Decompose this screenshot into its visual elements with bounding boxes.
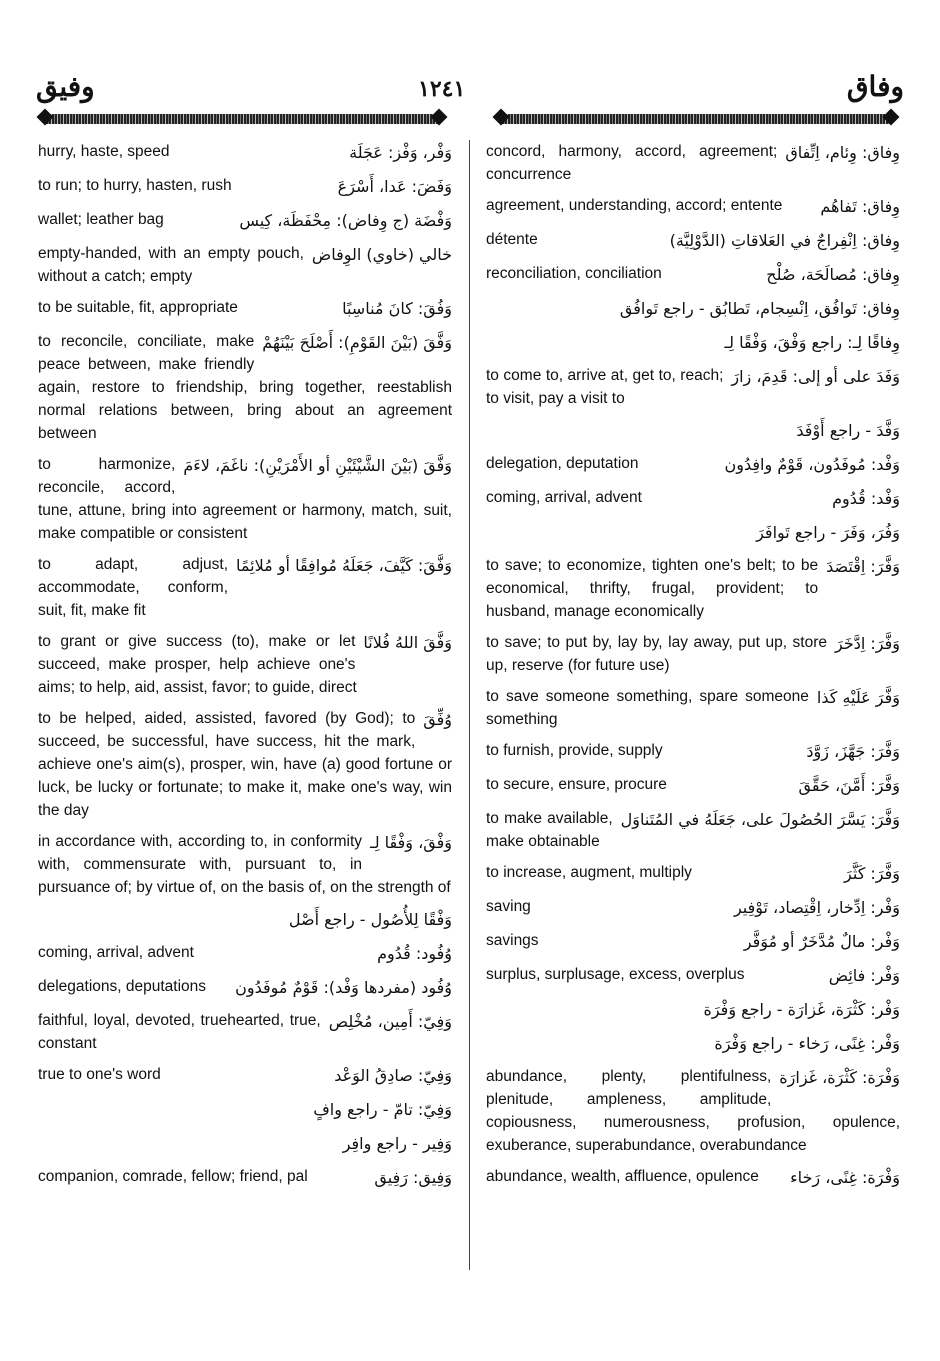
arabic-headword: وُفِّقَ — [423, 710, 452, 729]
arabic-headword: وَفْر، وَفْز: عَجَلَة — [349, 143, 452, 162]
arabic-headword: وَفْر: غِنًى، رَخاء - راجع وَفْرَة — [714, 1034, 900, 1053]
dictionary-entry — [486, 140, 900, 186]
english-definition: companion, comrade, fellow; friend, pal — [38, 1168, 308, 1185]
arabic-headword: وَفْرَة: غِنًى، رَخاء — [790, 1168, 900, 1187]
dictionary-entry — [38, 1097, 452, 1123]
dictionary-entry — [38, 1009, 452, 1055]
dictionary-entry — [486, 554, 900, 623]
english-definition: faithful, loyal, devoted, truehearted, true, constant — [38, 1012, 321, 1052]
dictionary-entry — [486, 262, 900, 288]
dictionary-entry — [486, 773, 900, 799]
english-definition: savings — [486, 932, 539, 949]
arabic-headword: وَفَدَ على أو إلى: قَدِمَ، زارَ — [731, 367, 900, 386]
arabic-headword: وِفاق: اِنْفِراجٌ في العَلاقاتِ (الدَّوْلِيَّة) — [669, 231, 900, 250]
arabic-headword: وُفُود: قُدُوم — [377, 944, 452, 963]
dictionary-entry — [38, 907, 452, 933]
english-definition: concord, harmony, accord, agreement; concurrence — [486, 143, 778, 183]
arabic-headword: وَفَّرَ: يَسَّرَ الحُصُولَ على، جَعَلَهُ في المُتَناوَل — [620, 810, 900, 829]
dictionary-entry — [486, 364, 900, 410]
arabic-headword: وَفَّرَ: اِدَّخَرَ — [835, 634, 900, 653]
english-definition: coming, arrival, advent — [38, 944, 194, 961]
english-definition: empty-handed, with an empty pouch, without a catch; empty — [38, 245, 304, 285]
english-definition: to run; to hurry, hasten, rush — [38, 177, 232, 194]
english-definition: saving — [486, 898, 531, 915]
dictionary-entry — [486, 631, 900, 677]
right-column — [486, 140, 900, 1199]
english-definition: abundance, wealth, affluence, opulence — [486, 1168, 759, 1185]
arabic-headword: وَفَّرَ: اِقْتَصَدَ — [826, 557, 900, 576]
english-definition: in accordance with, according to, in conformity with, commensurate with, pursuant to, in pursuance of; by virtue of, on the basis of, on the strength of — [38, 833, 451, 896]
dictionary-entry — [38, 553, 452, 622]
dictionary-entry — [486, 1065, 900, 1157]
english-definition: hurry, haste, speed — [38, 143, 170, 160]
dictionary-entry — [486, 452, 900, 478]
dictionary-entry — [38, 1131, 452, 1157]
dictionary-entry — [38, 242, 452, 288]
english-definition: agreement, understanding, accord; entente — [486, 197, 783, 214]
arabic-headword: وِفاق: وِئام، اِتِّفاق — [785, 143, 900, 162]
dictionary-entry — [486, 194, 900, 220]
dictionary-entry — [486, 963, 900, 989]
arabic-headword: وَفِير - راجع وافِر — [342, 1134, 452, 1153]
dictionary-entry — [38, 140, 452, 166]
dictionary-entry — [486, 330, 900, 356]
english-definition: détente — [486, 231, 538, 248]
arabic-headword: وَفَّرَ: جَهَّزَ، زَوَّدَ — [806, 742, 900, 761]
dictionary-entry — [38, 941, 452, 967]
english-definition: to increase, augment, multiply — [486, 864, 692, 881]
english-definition: wallet; leather bag — [38, 211, 164, 228]
arabic-headword: وِفاق: تَوافُق، اِنْسِجام، تَطابُق - راجع تَوافُق — [619, 299, 900, 318]
arabic-headword: وَفَّرَ: أَمَّنَ، حَقَّقَ — [798, 776, 900, 795]
dictionary-entry — [486, 486, 900, 512]
arabic-headword: وَفَّرَ: كَثَّرَ — [844, 864, 900, 883]
english-definition: reconciliation, conciliation — [486, 265, 662, 282]
english-definition: to harmonize, reconcile, accord, tune, attune, bring into agreement or harmony, match, suit, make compatible or consistent — [38, 456, 452, 542]
dictionary-entry — [38, 174, 452, 200]
dictionary-entry — [486, 739, 900, 765]
english-definition: to save; to put by, lay by, lay away, put up, store up, reserve (for future use) — [486, 634, 828, 674]
dictionary-entry — [38, 1165, 452, 1191]
english-definition: to save; to economize, tighten one's belt; to be economical, thrifty, frugal, provident; to husband, manage economically — [486, 557, 819, 620]
arabic-headword: وَفُرَ، وَفَرَ - راجع تَوافَرَ — [756, 523, 900, 542]
english-definition: to reconcile, conciliate, make peace between, make friendly again, restore to friendship, bring together, reestablish normal relations between, bring about an agreement between — [38, 333, 452, 442]
arabic-headword: خالي (خاوي) الوِفاض — [311, 245, 452, 264]
arabic-headword: وَفْد: قُدُوم — [832, 489, 900, 508]
dictionary-entry — [486, 418, 900, 444]
arabic-headword: وَفْر: مالٌ مُدَّخَرٌ أو مُوَفَّر — [743, 932, 900, 951]
english-definition: delegation, deputation — [486, 455, 639, 472]
english-definition: to secure, ensure, procure — [486, 776, 667, 793]
english-definition: to adapt, adjust, accommodate, conform, suit, fit, make fit — [38, 556, 229, 619]
header-guide-word-left: وفيق — [36, 70, 95, 103]
english-definition: to grant or give success (to), make or let succeed, make prosper, help achieve one's aims; to help, aid, assist, favor; to guide, direct — [38, 633, 357, 696]
english-definition: to save someone something, spare someone something — [486, 688, 809, 728]
dictionary-entry — [38, 830, 452, 899]
header-guide-word-right: وفاق — [846, 70, 904, 103]
dictionary-entry — [486, 296, 900, 322]
arabic-headword: وَفْضَة (ج وِفاض): مِحْفَظَة، كِيس — [239, 211, 452, 230]
dictionary-entry — [486, 895, 900, 921]
arabic-headword: وَفِيّ: تامّ - راجع وافٍ — [313, 1100, 452, 1119]
arabic-headword: وَفُقَ: كانَ مُناسِبًا — [342, 299, 452, 318]
header-rule-left — [46, 114, 438, 124]
dictionary-entry — [486, 929, 900, 955]
english-definition: to be helped, aided, assisted, favored (by God); to succeed, be successful, have success, hit the mark, achieve one's aim(s), prosper, win, have (a) good fortune or luck, be lucky or fortunate; to make it, make one's way, win the day — [38, 710, 452, 819]
arabic-headword: وَفَّدَ - راجع أَوْفَدَ — [796, 421, 900, 440]
arabic-headword: وَفَّقَ (بَيْنَ الشَّيْئَيْنِ أو الأَمْرَيْنِ): ناغَمَ، لاءَمَ — [183, 456, 452, 475]
arabic-headword: وِفاقًا لِـ: راجع وَفْقَ، وَفْقًا لِـ — [724, 333, 900, 352]
dictionary-entry — [486, 997, 900, 1023]
column-divider — [469, 140, 470, 1270]
english-definition: to be suitable, fit, appropriate — [38, 299, 238, 316]
arabic-headword: وَفْقًا لِلأُصُول - راجع أَصْل — [288, 910, 452, 929]
english-definition: delegations, deputations — [38, 978, 207, 995]
arabic-headword: وُفُود (مفردها وَفْد): قَوْمٌ مُوفَدُون — [235, 978, 452, 997]
dictionary-entry — [38, 975, 452, 1001]
english-definition: surplus, surplusage, excess, overplus — [486, 966, 745, 983]
arabic-headword: وَفِيّ: أَمِين، مُخْلِص — [328, 1012, 452, 1031]
dictionary-entry — [486, 228, 900, 254]
dictionary-entry — [38, 1063, 452, 1089]
arabic-headword: وَفَّقَ: كَيَّفَ، جَعَلَهُ مُوافِقًا أو مُلائِمًا — [236, 556, 452, 575]
arabic-headword: وَفْر: كَثْرَة، غَزارَة - راجع وَفْرَة — [703, 1000, 900, 1019]
arabic-headword: وَفْر: اِدِّخار، اِقْتِصاد، تَوْفِير — [733, 898, 900, 917]
dictionary-entry — [486, 685, 900, 731]
arabic-headword: وَفْد: مُوفَدُون، قَوْمٌ وافِدُون — [724, 455, 900, 474]
arabic-headword: وَفْقَ، وَفْقًا لِـ — [370, 833, 452, 852]
dictionary-entry — [38, 453, 452, 545]
dictionary-entry — [38, 630, 452, 699]
arabic-headword: وَفَّقَ (بَيْنَ القَوْمِ): أَصْلَحَ بَيْنَهُمْ — [262, 333, 452, 352]
english-definition: to make available, make obtainable — [486, 810, 613, 850]
arabic-headword: وَفَّرَ عَلَيْهِ كَذا — [816, 688, 900, 707]
dictionary-entry — [38, 330, 452, 445]
arabic-headword: وَفَّقَ اللهُ فُلانًا — [363, 633, 452, 652]
english-definition: coming, arrival, advent — [486, 489, 642, 506]
english-definition: to come to, arrive at, get to, reach; to visit, pay a visit to — [486, 367, 724, 407]
arabic-headword: وَفْرَة: كَثْرَة، غَزارَة — [779, 1068, 900, 1087]
arabic-headword: وَفِيق: رَفِيق — [374, 1168, 452, 1187]
page-number: ١٢٤١ — [418, 76, 466, 102]
dictionary-entry — [486, 520, 900, 546]
arabic-headword: وَفَضَ: عَدا، أَسْرَعَ — [337, 177, 452, 196]
arabic-headword: وِفاق: مُصالَحَة، صُلْح — [766, 265, 900, 284]
arabic-headword: وِفاق: تَفاهُم — [820, 197, 900, 216]
arabic-headword: وَفِيّ: صادِقُ الوَعْد — [334, 1066, 452, 1085]
english-definition: abundance, plenty, plentifulness, plenitude, ampleness, amplitude, copiousness, numerousness, profusion, opulence, exuberance, superabundance, overabundance — [486, 1068, 900, 1154]
dictionary-entry — [486, 1165, 900, 1191]
arabic-headword: وَفْر: فائِض — [828, 966, 900, 985]
dictionary-entry — [486, 1031, 900, 1057]
dictionary-entry — [38, 707, 452, 822]
dictionary-entry — [38, 208, 452, 234]
english-definition: to furnish, provide, supply — [486, 742, 663, 759]
header-rule-right — [502, 114, 890, 124]
english-definition: true to one's word — [38, 1066, 161, 1083]
dictionary-entry — [38, 296, 452, 322]
dictionary-entry — [486, 807, 900, 853]
left-column — [38, 140, 452, 1199]
dictionary-entry — [486, 861, 900, 887]
